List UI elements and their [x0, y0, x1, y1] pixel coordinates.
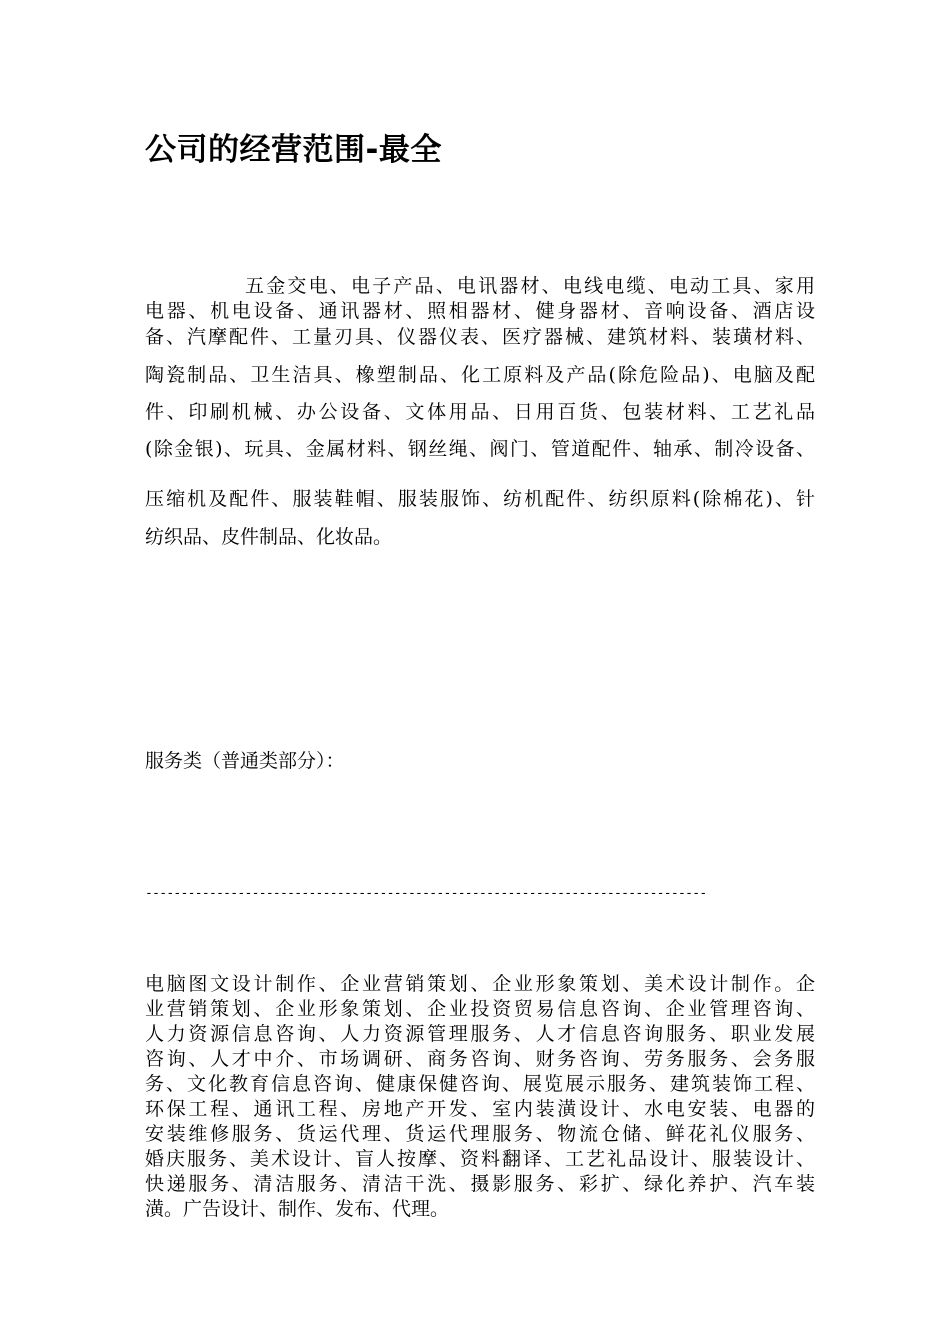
- services-line: 快递服务、清洁服务、清洁干洗、摄影服务、彩扩、绿化养护、汽车装: [145, 1173, 815, 1195]
- services-line: 业营销策划、企业形象策划、企业投资贸易信息咨询、企业管理咨询、: [145, 998, 815, 1020]
- document-title: 公司的经营范围-最全: [145, 132, 442, 168]
- products-line: 电器、机电设备、通讯器材、照相器材、健身器材、音响设备、酒店设: [145, 300, 815, 322]
- services-line: 务、文化教育信息咨询、健康保健咨询、展览展示服务、建筑装饰工程、: [145, 1073, 815, 1095]
- services-line: 潢。广告设计、制作、发布、代理。: [145, 1198, 450, 1220]
- services-line: 婚庆服务、美术设计、盲人按摩、资料翻译、工艺礼品设计、服装设计、: [145, 1148, 815, 1170]
- services-line: 人力资源信息咨询、人力资源管理服务、人才信息咨询服务、职业发展: [145, 1023, 815, 1045]
- services-line: 咨询、人才中介、市场调研、商务咨询、财务咨询、劳务服务、会务服: [145, 1048, 815, 1070]
- products-line: 陶瓷制品、卫生洁具、橡塑制品、化工原料及产品(除危险品)、电脑及配: [145, 364, 815, 386]
- products-line: 纺织品、皮件制品、化妆品。: [145, 526, 393, 548]
- products-line: 件、印刷机械、办公设备、文体用品、日用百货、包装材料、工艺礼品: [145, 401, 815, 423]
- products-line: 备、汽摩配件、工量刃具、仪器仪表、医疗器械、建筑材料、装璜材料、: [145, 326, 815, 348]
- products-line: 压缩机及配件、服装鞋帽、服装服饰、纺机配件、纺织原料(除棉花)、针: [145, 488, 815, 510]
- services-line: 安装维修服务、货运代理、货运代理服务、物流仓储、鲜花礼仪服务、: [145, 1123, 815, 1145]
- services-line: 电脑图文设计制作、企业营销策划、企业形象策划、美术设计制作。企: [145, 973, 815, 995]
- services-heading: 服务类（普通类部分）：: [145, 750, 345, 772]
- products-line: 五金交电、电子产品、电讯器材、电线电缆、电动工具、家用: [245, 275, 815, 297]
- services-line: 环保工程、通讯工程、房地产开发、室内装潢设计、水电安装、电器的: [145, 1098, 815, 1120]
- products-line: (除金银)、玩具、金属材料、钢丝绳、阀门、管道配件、轴承、制冷设备、: [145, 438, 815, 460]
- section-divider: -------------------------------------------------------------------------------: [145, 886, 707, 901]
